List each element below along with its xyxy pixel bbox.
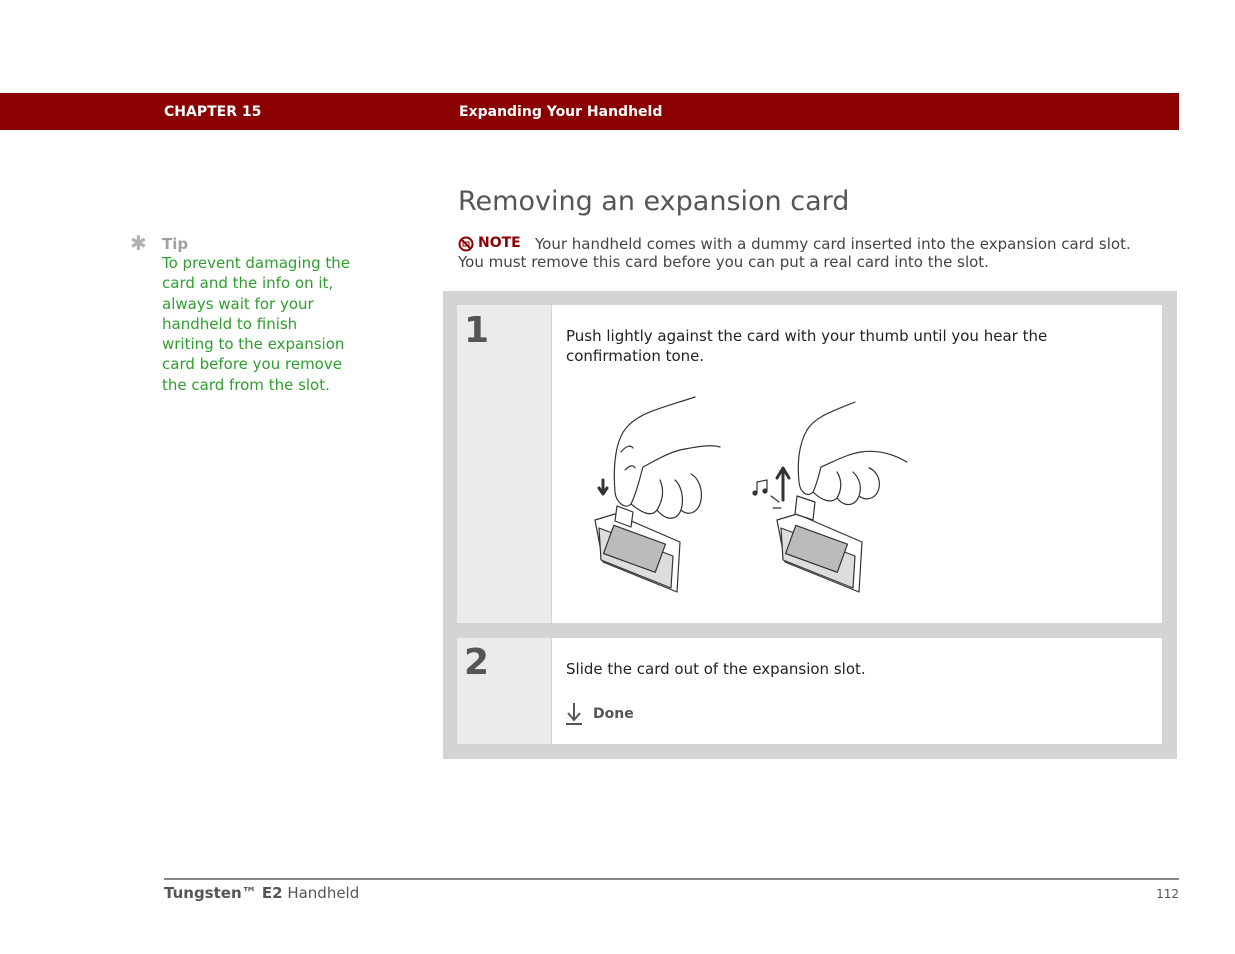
section-title: Removing an expansion card (458, 186, 850, 217)
hand-pushing-card-illustration (585, 392, 925, 602)
tip-text: To prevent damaging the card and the info on it, always wait for your handheld to finish writing to the expansion card before you remove the card from the slot. (162, 254, 351, 394)
step-1-text: Push lightly against the card with your thumb until you hear the confirmation tone. (566, 327, 1048, 365)
tip-label: Tip (162, 235, 189, 253)
step-2-text: Slide the card out of the expansion slot. (566, 660, 866, 678)
step-1-number: 1 (464, 310, 490, 351)
page-number: 112 (1156, 887, 1179, 901)
chapter-title: Expanding Your Handheld (459, 104, 663, 120)
note-label: NOTE (478, 235, 521, 251)
step-2-number: 2 (464, 642, 490, 683)
footer-product (164, 884, 359, 902)
asterisk-icon: ✱ (130, 231, 147, 255)
step-1-number-cell (457, 305, 551, 623)
done-arrow-icon (565, 702, 585, 726)
no-sign-icon (458, 236, 474, 252)
footer-product-rest: Handheld (282, 884, 360, 902)
footer-rule (164, 878, 1179, 880)
note-text: Your handheld comes with a dummy card inserted into the expansion card slot. You must remove this card before you can put a real card into the slot. (458, 235, 1131, 271)
step-2-body-cell (552, 638, 1162, 744)
done-label: Done (593, 706, 634, 722)
chapter-label: CHAPTER 15 (164, 104, 262, 120)
footer-product-bold: Tungsten™ E2 (164, 884, 283, 902)
